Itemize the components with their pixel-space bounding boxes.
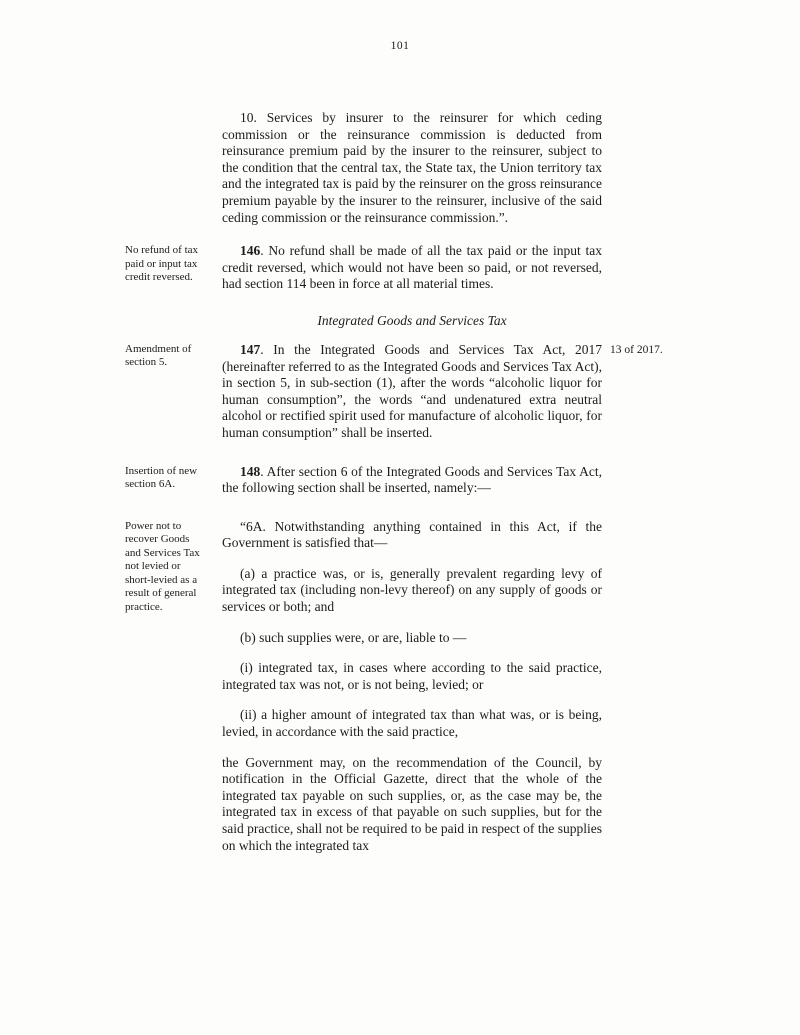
section-6a-intro: “6A. Notwithstanding anything contained in this Act, if the Government is satisfied that— <box>222 518 602 551</box>
section-148-text: . After section 6 of the Integrated Goods and Services Tax Act, the following section shall be inserted, namely:— <box>222 463 602 496</box>
margin-note-147: Amendment of section 5. <box>125 342 192 369</box>
page-number: 101 <box>390 40 410 52</box>
section-146-number: 146 <box>240 243 261 259</box>
section-147-number: 147 <box>240 341 261 357</box>
page-content <box>125 110 685 854</box>
section-146-text: . No refund shall be made of all the tax paid or the input tax credit reversed, which would not have been so paid, or not reversed, had section 114 been in force at all material times. <box>222 243 602 292</box>
section-147-paragraph <box>222 342 602 442</box>
section-6a-body <box>222 519 602 855</box>
section-146-body <box>222 243 602 293</box>
section-148-body <box>222 464 602 497</box>
margin-note-empty <box>125 110 222 111</box>
right-note-empty <box>602 464 680 465</box>
section-6a-subclause-ii: (ii) a higher amount of integrated tax than what was, or is being, levied, in accordance with the said practice, <box>222 707 602 740</box>
margin-note-148: Insertion of new section 6A. <box>125 464 198 490</box>
section-6a-row <box>125 519 685 855</box>
section-147-body <box>222 342 602 442</box>
section-146-paragraph <box>222 243 602 293</box>
section-148-number: 148 <box>240 463 261 479</box>
section-147-text: . In the Integrated Goods and Services Tax Act, 2017 (hereinafter referred to as the Integrated Goods and Services Tax Act), in section 5, in sub-section (1), after the words “alcoholic liquor for human consumption”, the words “and undenatured extra neutral alcohol or rectified spirit used for manufacture of alcoholic liquor, for human consumption” shall be inserted. <box>222 341 602 440</box>
margin-note-6a: Power not to recover Goods and Services Tax not levied or short-levied as a result of general practice. <box>125 519 200 613</box>
section-147-row <box>125 342 685 442</box>
right-note-act-reference: 13 of 2017. <box>610 343 663 356</box>
clause-10-body <box>222 110 602 226</box>
section-6a-clause-a: (a) a practice was, or is, generally prevalent regarding levy of integrated tax (including non-levy thereof) on any supply of goods or services or both; and <box>222 565 602 615</box>
heading-body <box>222 293 602 342</box>
part-heading: Integrated Goods and Services Tax <box>317 312 507 328</box>
section-148-paragraph <box>222 464 602 497</box>
section-148-row <box>125 464 685 497</box>
right-note-empty <box>602 293 680 294</box>
margin-note-empty <box>125 293 222 294</box>
clause-10-row <box>125 110 685 226</box>
section-6a-subclause-i: (i) integrated tax, in cases where according to the said practice, integrated tax was not, or is not being, levied; or <box>222 660 602 692</box>
right-note-empty <box>602 243 680 244</box>
right-note-empty <box>602 110 680 111</box>
section-146-row <box>125 243 685 293</box>
margin-note-146: No refund of tax paid or input tax credit reversed. <box>125 244 199 284</box>
clause-10-text: 10. Services by insurer to the reinsurer for which ceding commission or the reinsurance commission is deducted from reinsurance premium paid by the insurer to the reinsurer, subject to the condition that the central tax, the State tax, the Union territory tax and the integrated tax is paid by the reinsurer on the gross reinsurance premium payable by the insurer to the reinsurer, inclusive of the said ceding commission or the reinsurance commission.”. <box>222 110 602 225</box>
heading-row <box>125 293 685 342</box>
section-6a-closing: the Government may, on the recommendation of the Council, by notification in the Official Gazette, direct that the whole of the integrated tax payable on such supplies, or, as the case may be, the integrated tax in excess of that payable on such supplies, but for the said practice, shall not be required to be paid in respect of the supplies on which the integrated tax <box>222 754 602 853</box>
right-note-empty <box>602 519 680 520</box>
section-6a-clause-b: (b) such supplies were, or are, liable to — <box>240 629 467 645</box>
